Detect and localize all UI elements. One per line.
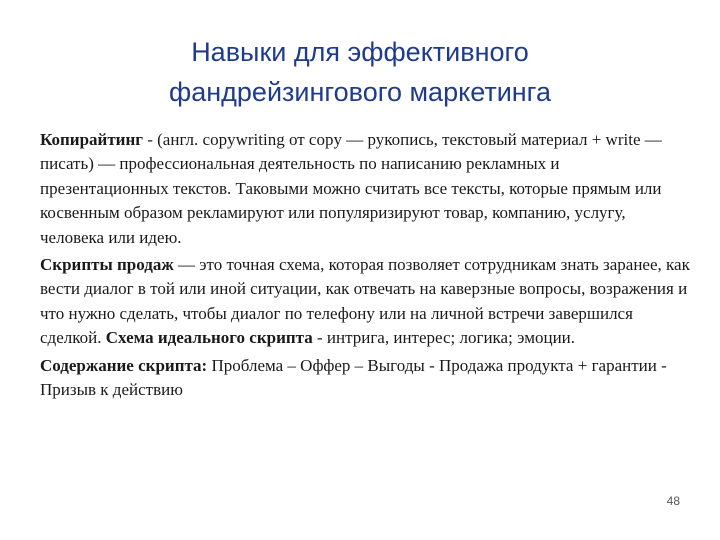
term-copywriting: Копирайтинг	[40, 130, 143, 149]
ideal-script-scheme-text: - интрига, интерес; логика; эмоции.	[312, 328, 576, 348]
slide-title-line-2: фандрейзингового маркетинга	[169, 77, 551, 107]
slide-title-line-1: Навыки для эффективного	[191, 37, 529, 67]
paragraph-sales-scripts	[40, 253, 690, 351]
slide-body	[40, 128, 690, 405]
copywriting-definition: - (англ. copywriting от copy — рукопись, текстовый материал + write — писать) — профессиональная деятельность по написанию рекламных и презентационных текстов. Таковыми можно считать все тексты, которые прямым или косвенным образом рекламируют или популяризируют товар, компанию, услугу, человека или идею.	[40, 130, 662, 247]
paragraph-script-content	[40, 354, 690, 403]
page-number: 48	[666, 494, 680, 508]
term-sales-scripts: Скрипты продаж	[40, 255, 174, 275]
term-script-content: Содержание скрипта:	[40, 355, 208, 375]
sales-scripts-definition: — это точная схема, которая позволяет сотрудникам знать заранее, как вести диалог в той или иной ситуации, как отвечать на каверзные вопросы, возражения и что нужно сделать, чтобы диалог по телефону или на личной встречи завершился сделкой.	[40, 255, 690, 348]
script-content-text: Проблема – Оффер – Выгоды - Продажа продукта + гарантии - Призыв к действию	[40, 355, 667, 400]
term-ideal-script-scheme: Схема идеального скрипта	[105, 328, 313, 348]
paragraph-copywriting	[40, 128, 690, 250]
slide-title	[60, 32, 660, 112]
